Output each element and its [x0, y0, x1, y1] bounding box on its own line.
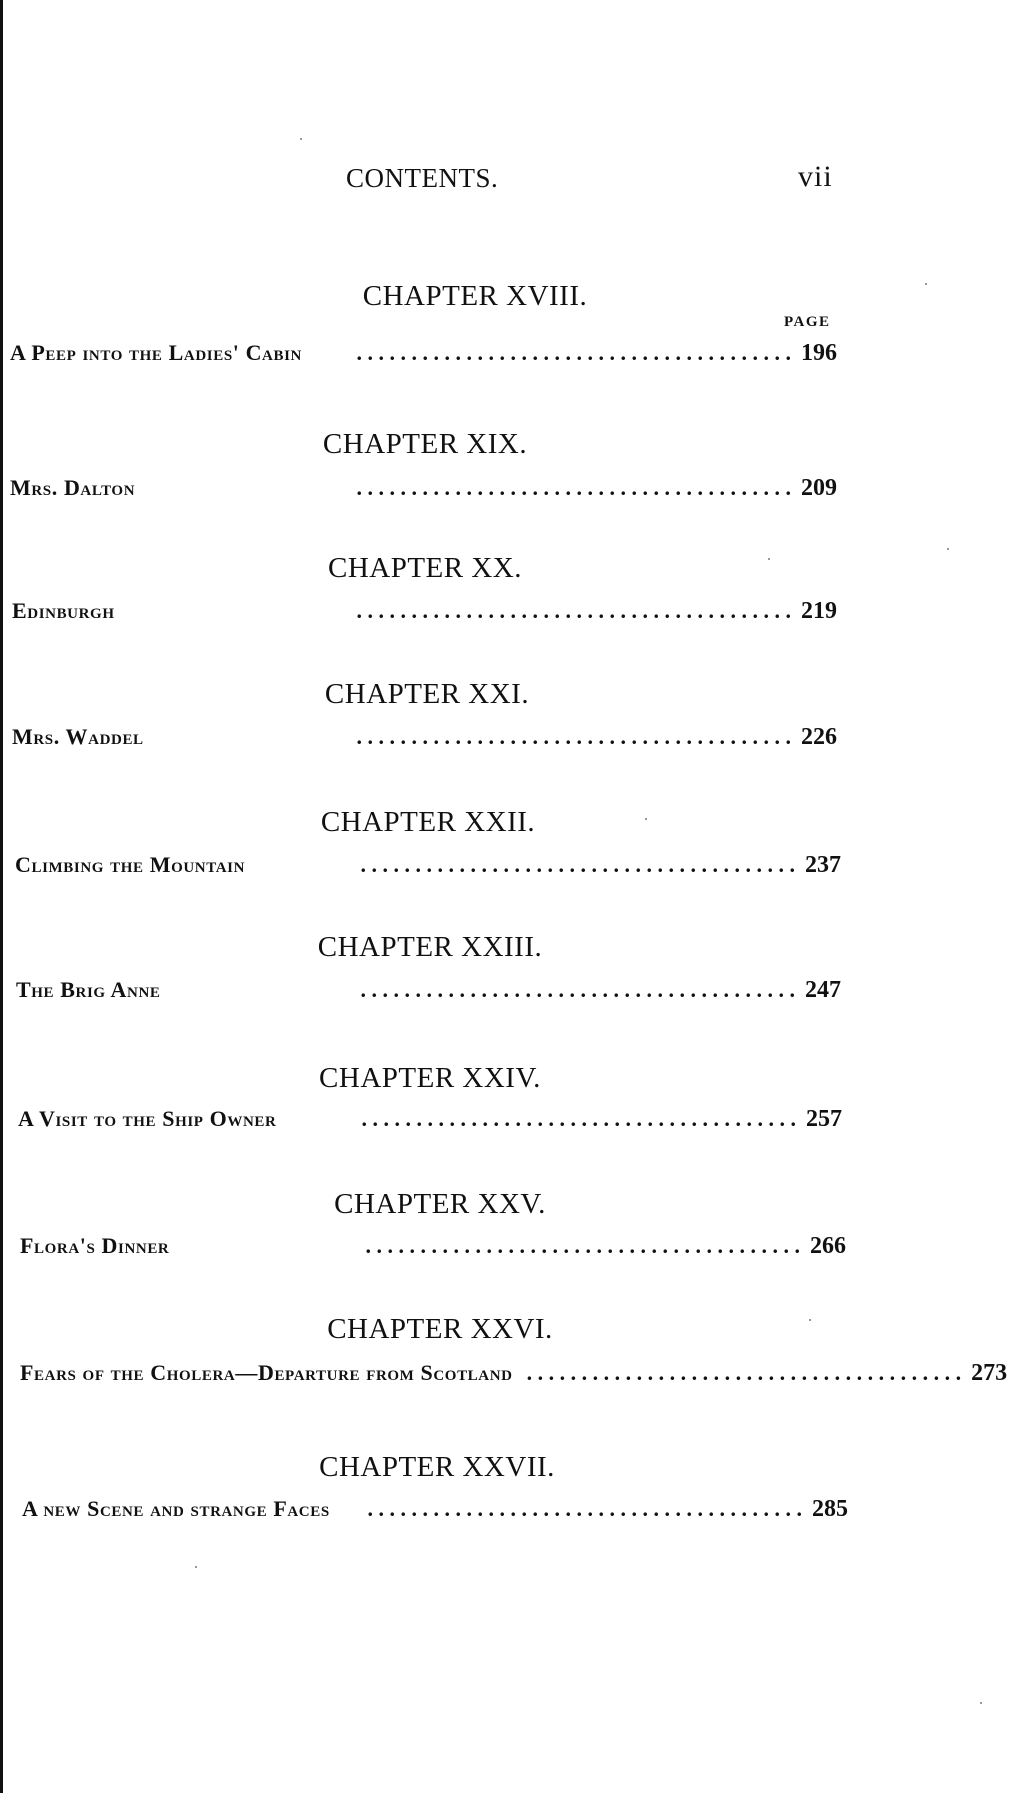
contents-entry[interactable]: [10, 475, 847, 511]
running-head-title: CONTENTS.: [346, 163, 499, 193]
chapter-heading: CHAPTER XXV.: [334, 1188, 546, 1220]
chapter-section: [0, 1188, 1000, 1298]
chapter-heading: CHAPTER XXIV.: [319, 1062, 541, 1094]
entry-title: The Brig Anne: [16, 977, 161, 1002]
dot-leader: . . . . . . . . . . . . . . . . . . . . . . . . . . . . . . . . . . . . . . . .: [526, 1360, 962, 1385]
page-folio: vii: [798, 160, 833, 193]
entry-page-number: 266: [810, 1233, 846, 1259]
dot-leader: . . . . . . . . . . . . . . . . . . . . . . . . . . . . . . . . . . . . . . . .: [356, 598, 791, 623]
entry-page-number: 226: [801, 724, 837, 750]
entry-title: A Peep into the Ladies' Cabin: [10, 340, 302, 365]
entry-page-number: 257: [806, 1106, 842, 1132]
chapter-section: [0, 280, 1000, 390]
chapter-section: [0, 552, 1000, 662]
chapter-heading: CHAPTER XX.: [327, 552, 522, 584]
chapter-heading: CHAPTER XXVII.: [319, 1451, 555, 1483]
chapter-section: [0, 806, 1000, 916]
entry-page-number: 219: [801, 598, 837, 624]
dot-leader: . . . . . . . . . . . . . . . . . . . . . . . . . . . . . . . . . . . . . . . .: [356, 724, 791, 749]
entry-title: A new Scene and strange Faces: [22, 1496, 330, 1521]
paper-speck: [195, 1566, 197, 1568]
contents-entry[interactable]: [12, 724, 847, 760]
dot-leader: . . . . . . . . . . . . . . . . . . . . . . . . . . . . . . . . . . . . . . . .: [365, 1233, 800, 1258]
entry-title: Climbing the Mountain: [15, 852, 245, 877]
chapter-section: [0, 1062, 1000, 1172]
dot-leader: . . . . . . . . . . . . . . . . . . . . . . . . . . . . . . . . . . . . . . . .: [356, 475, 791, 500]
paper-speck: [300, 138, 302, 140]
paper-speck: [768, 558, 770, 560]
dot-leader: . . . . . . . . . . . . . . . . . . . . . . . . . . . . . . . . . . . . . . . .: [360, 977, 795, 1002]
contents-entry[interactable]: [22, 1496, 858, 1532]
chapter-heading: CHAPTER XVIII.: [362, 280, 588, 312]
contents-entry[interactable]: [12, 598, 847, 634]
entry-page-number: 273: [971, 1360, 1008, 1386]
entry-title: Flora's Dinner: [20, 1233, 170, 1258]
dot-leader: . . . . . . . . . . . . . . . . . . . . . . . . . . . . . . . . . . . . . . . .: [356, 340, 791, 365]
chapter-heading: CHAPTER XXI.: [324, 678, 530, 710]
contents-entry[interactable]: [20, 1360, 1008, 1396]
chapter-section: [0, 1451, 1000, 1561]
contents-entry[interactable]: [10, 340, 847, 376]
entry-title: Fears of the Cholera—Departure from Scotland: [20, 1360, 513, 1385]
entry-page-number: 196: [801, 340, 837, 366]
entry-title: Edinburgh: [12, 598, 115, 623]
entry-title: A Visit to the Ship Owner: [18, 1106, 277, 1131]
dot-leader: . . . . . . . . . . . . . . . . . . . . . . . . . . . . . . . . . . . . . . . .: [367, 1496, 802, 1521]
page-column-label: PAGE: [784, 314, 831, 330]
dot-leader: . . . . . . . . . . . . . . . . . . . . . . . . . . . . . . . . . . . . . . . .: [361, 1106, 796, 1131]
entry-page-number: 247: [805, 977, 841, 1003]
paper-speck: [947, 548, 949, 550]
chapter-heading: CHAPTER XIX.: [322, 428, 528, 460]
dot-leader: . . . . . . . . . . . . . . . . . . . . . . . . . . . . . . . . . . . . . . . .: [360, 852, 795, 877]
chapter-heading: CHAPTER XXVI.: [327, 1313, 553, 1345]
paper-speck: [645, 818, 647, 820]
chapter-section: [0, 678, 1000, 788]
contents-entry[interactable]: [20, 1233, 856, 1269]
chapter-section: [0, 1313, 1008, 1423]
entry-page-number: 285: [812, 1496, 848, 1522]
contents-entry[interactable]: [16, 977, 851, 1013]
contents-entry[interactable]: [15, 852, 851, 888]
contents-entry[interactable]: [18, 1106, 852, 1142]
chapter-section: [0, 931, 1000, 1041]
entry-title: Mrs. Waddel: [12, 724, 144, 749]
entry-title: Mrs. Dalton: [10, 475, 136, 500]
chapter-heading: CHAPTER XXIII.: [317, 931, 543, 963]
paper-speck: [925, 283, 927, 285]
chapter-section: [0, 428, 1000, 538]
entry-page-number: 209: [801, 475, 837, 501]
paper-speck: [980, 1702, 982, 1704]
paper-speck: [809, 1319, 811, 1321]
entry-page-number: 237: [805, 852, 841, 878]
chapter-heading: CHAPTER XXII.: [320, 806, 536, 838]
